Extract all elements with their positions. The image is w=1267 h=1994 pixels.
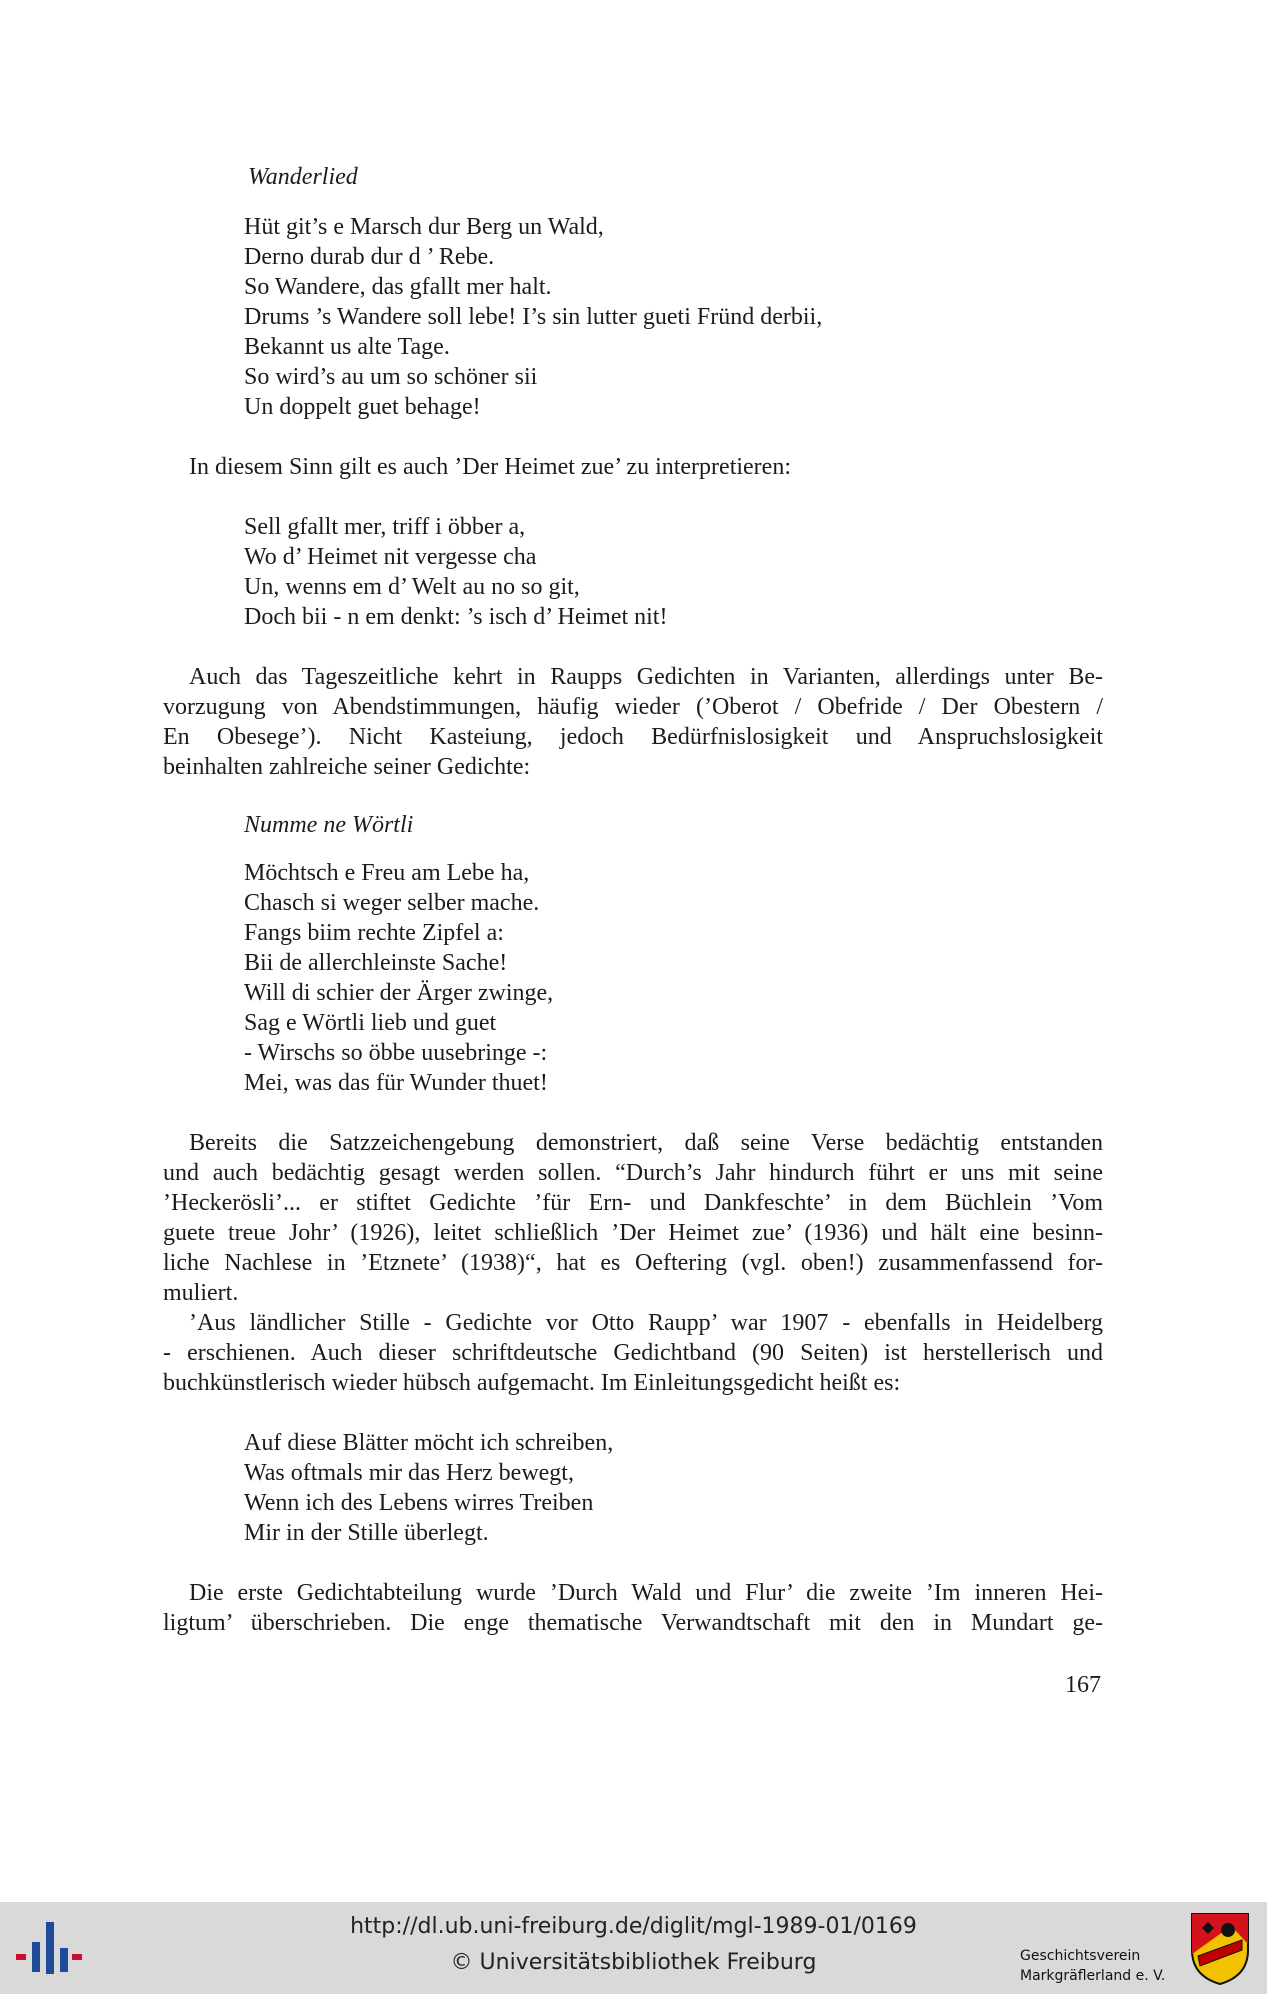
paragraph-line: und auch bedächtig gesagt werden sollen. “Durch’s Jahr hindurch führt er uns mit seine: [163, 1160, 1103, 1186]
paragraph: [163, 1308, 1103, 1398]
paragraph-line: ’Heckerösli’... er stiftet Gedichte ’für Ern- und Dankfeschte’ in dem Büchlein ’Vom: [163, 1190, 1103, 1216]
paragraph-line: Auch das Tageszeitliche kehrt in Raupps Gedichten in Varianten, allerdings unter Be-: [189, 664, 1103, 690]
poem-line: Chasch si weger selber mache.: [244, 890, 540, 916]
poem-line: - Wirschs so öbbe uusebringe -:: [244, 1040, 548, 1066]
paragraph-line: Bereits die Satzzeichengebung demonstriert, daß seine Verse bedächtig entstanden: [189, 1130, 1103, 1156]
paragraph: [163, 662, 1103, 782]
poem-line: Bekannt us alte Tage.: [244, 334, 450, 360]
paragraph: In diesem Sinn gilt es auch ’Der Heimet zue’ zu interpretieren:: [189, 454, 791, 480]
poem-line: Wenn ich des Lebens wirres Treiben: [244, 1490, 594, 1516]
paragraph-line: vorzugung von Abendstimmungen, häufig wieder (’Oberot / Obefride / Der Obestern /: [163, 694, 1103, 720]
paragraph: [163, 1128, 1103, 1308]
copyright-text: © Universitätsbibliothek Freiburg: [450, 1950, 817, 1975]
paragraph-line: guete treue Johr’ (1926), leitet schließlich ’Der Heimet zue’ (1936) und hält eine besinn-: [163, 1220, 1103, 1246]
poem-line: Un, wenns em d’ Welt au no so git,: [244, 574, 580, 600]
paragraph-line: buchkünstlerisch wieder hübsch aufgemacht. Im Einleitungsgedicht heißt es:: [163, 1370, 901, 1396]
poem-line: Was oftmals mir das Herz bewegt,: [244, 1460, 574, 1486]
poem-line: Sell gfallt mer, triff i öbber a,: [244, 514, 526, 540]
poem-line: Will di schier der Ärger zwinge,: [244, 980, 554, 1006]
poem-line: Hüt git’s e Marsch dur Berg un Wald,: [244, 214, 604, 240]
poem-line: Auf diese Blätter möcht ich schreiben,: [244, 1430, 614, 1456]
poem-title: Wanderlied: [248, 164, 358, 190]
poem-line: Bii de allerchleinste Sache!: [244, 950, 508, 976]
paragraph-line: liche Nachlese in ’Etznete’ (1938)“, hat es Oeftering (vgl. oben!) zusammenfassend for-: [163, 1250, 1103, 1276]
poem-line: So Wandere, das gfallt mer halt.: [244, 274, 552, 300]
poem-line: Un doppelt guet behage!: [244, 394, 481, 420]
poem-line: Drums ’s Wandere soll lebe! I’s sin lutter gueti Fründ derbii,: [244, 304, 823, 330]
source-url-link[interactable]: http://dl.ub.uni-freiburg.de/diglit/mgl-1989-01/0169: [350, 1914, 917, 1939]
page-number: 167: [1065, 1672, 1101, 1698]
paragraph-line: beinhalten zahlreiche seiner Gedichte:: [163, 754, 531, 780]
paragraph-line: - erschienen. Auch dieser schriftdeutsche Gedichtband (90 Seiten) ist herstellerisch und: [163, 1340, 1103, 1366]
poem-line: So wird’s au um so schöner sii: [244, 364, 538, 390]
paragraph: [163, 1578, 1103, 1638]
poem-line: Wo d’ Heimet nit vergesse cha: [244, 544, 537, 570]
paragraph-line: ligtum’ überschrieben. Die enge thematische Verwandtschaft mit den in Mundart ge-: [163, 1610, 1103, 1636]
paragraph-line: Die erste Gedichtabteilung wurde ’Durch Wald und Flur’ die zweite ’Im inneren Hei-: [189, 1580, 1103, 1606]
poem-line: Sag e Wörtli lieb und guet: [244, 1010, 497, 1036]
poem-line: Fangs biim rechte Zipfel a:: [244, 920, 504, 946]
society-line: Geschichtsverein: [1020, 1948, 1141, 1964]
poem-line: Möchtsch e Freu am Lebe ha,: [244, 860, 530, 886]
society-name: [1020, 1946, 1165, 1986]
footer-bar: [0, 1902, 1267, 1994]
society-line: Markgräflerland e. V.: [1020, 1968, 1166, 1984]
poem-line: Derno durab dur d ’ Rebe.: [244, 244, 495, 270]
poem-title: Numme ne Wörtli: [244, 812, 414, 838]
poem-line: Mei, was das für Wunder thuet!: [244, 1070, 548, 1096]
poem-line: Mir in der Stille überlegt.: [244, 1520, 489, 1546]
paragraph-line: En Obesege’). Nicht Kasteiung, jedoch Bedürfnislosigkeit und Anspruchslosigkeit: [163, 724, 1103, 750]
poem-line: Doch bii - n em denkt: ’s isch d’ Heimet nit!: [244, 604, 668, 630]
paragraph-line: muliert.: [163, 1280, 239, 1306]
paragraph-line: ’Aus ländlicher Stille - Gedichte vor Otto Raupp’ war 1907 - ebenfalls in Heidelberg: [189, 1310, 1103, 1336]
coat-of-arms-icon: [1188, 1910, 1252, 1986]
